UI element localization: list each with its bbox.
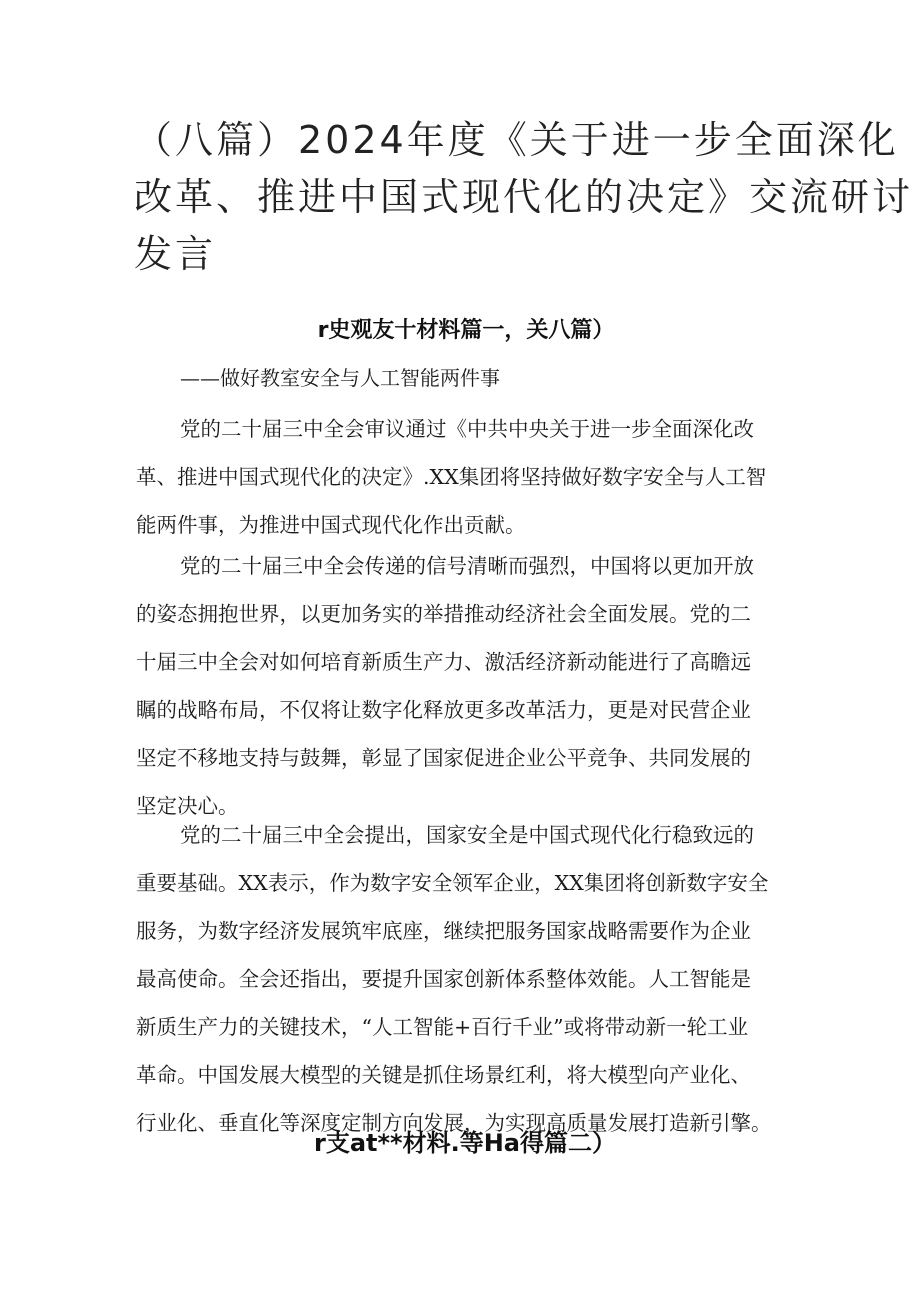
paragraph-3 — [136, 811, 796, 1147]
paragraph-line: 重要基础。XX表示，作为数字安全领军企业，XX集团将创新数字安全 — [136, 871, 769, 895]
paragraph-1 — [136, 405, 796, 549]
section-subtitle: ——做好教室安全与人工智能两件事 — [180, 366, 500, 390]
paragraph-line: 新质生产力的关键技术，“人工智能+百行千业”或将带动新一轮工业 — [136, 1015, 749, 1039]
title-line: （八篇）2024年度《关于进一步全面深化 — [134, 118, 899, 162]
section-heading-1: r史观友十材料篇一，关八篇） — [317, 318, 615, 343]
paragraph-line: 党的二十届三中全会提出，国家安全是中国式现代化行稳致远的 — [180, 823, 754, 847]
paragraph-line: 坚定决心。 — [136, 794, 239, 818]
paragraph-line: 革、推进中国式现代化的决定》.XX集团将坚持做好数字安全与人工智 — [136, 465, 767, 489]
paragraph-2 — [136, 542, 796, 830]
title-line: 发言 — [134, 232, 217, 276]
paragraph-line: 革命。中国发展大模型的关键是抓住场景红利，将大模型向产业化、 — [136, 1063, 751, 1087]
paragraph-line: 的姿态拥抱世界，以更加务实的举措推动经济社会全面发展。党的二 — [136, 602, 751, 626]
paragraph-line: 党的二十届三中全会传递的信号清晰而强烈，中国将以更加开放 — [180, 554, 754, 578]
section-heading-2: r支at**材料.等Ha得篇二） — [313, 1129, 616, 1157]
title-line: 改革、推进中国式现代化的决定》交流研讨 — [134, 175, 914, 219]
paragraph-line: 十届三中全会对如何培育新质生产力、激活经济新动能进行了高瞻远 — [136, 650, 751, 674]
paragraph-line: 坚定不移地支持与鼓舞，彰显了国家促进企业公平竞争、共同发展的 — [136, 746, 751, 770]
paragraph-line: 能两件事，为推进中国式现代化作出贡献。 — [136, 513, 526, 537]
paragraph-line: 行业化、垂直化等深度定制方向发展，为实现高质量发展打造新引擎。 — [136, 1111, 772, 1135]
paragraph-line: 最高使命。全会还指出，要提升国家创新体系整体效能。人工智能是 — [136, 967, 751, 991]
document-title — [134, 112, 914, 283]
paragraph-line: 服务，为数字经济发展筑牢底座，继续把服务国家战略需要作为企业 — [136, 919, 751, 943]
paragraph-line: 党的二十届三中全会审议通过《中共中央关于进一步全面深化改 — [180, 417, 754, 441]
paragraph-line: 瞩的战略布局，不仅将让数字化释放更多改革活力，更是对民营企业 — [136, 698, 751, 722]
